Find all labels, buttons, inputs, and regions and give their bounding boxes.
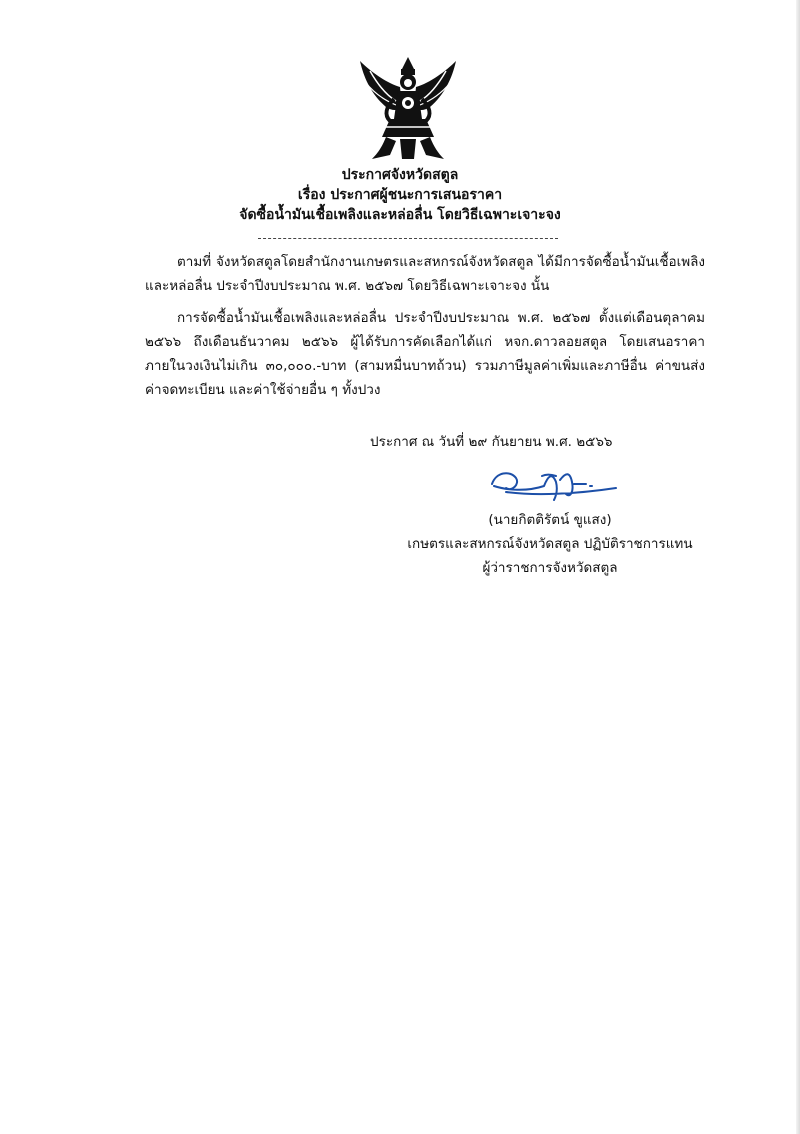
- announcement-title: ประกาศจังหวัดสตูล: [341, 167, 459, 183]
- signer-position: เกษตรและสหกรณ์จังหวัดสตูล ปฏิบัติราชการแทน: [407, 536, 693, 552]
- garuda-emblem-icon: [356, 55, 460, 163]
- body-paragraph-2: การจัดซื้อน้ำมันเชื้อเพลิงและหล่อลื่น ประจำปีงบประมาณ พ.ศ. ๒๕๖๗ ตั้งแต่เดือนตุลาคม ๒๕๖๖ ถึงเดือนธันวาคม ๒๕๖๖ ผู้ได้รับการคัดเลือกได้แก่ หจก.ดาวลอยสตูล โดยเสนอราคา ภายในวงเงินไม่เกิน ๓๐,๐๐๐.-บาท (สามหมื่นบาทถ้วน) รวมภาษีมูลค่าเพิ่มและภาษีอื่น ค่าขนส่ง ค่าจดทะเบียน และค่าใช้จ่ายอื่น ๆ ทั้งปวง: [145, 310, 705, 398]
- title-divider: [258, 238, 558, 239]
- handwritten-signature: [486, 462, 621, 506]
- page-edge-shadow: [796, 0, 800, 1134]
- body-paragraph-1: ตามที่ จังหวัดสตูลโดยสำนักงานเกษตรและสหกรณ์จังหวัดสตูล ได้มีการจัดซื้อน้ำมันเชื้อเพลิงและหล่อลื่น ประจำปีงบประมาณ พ.ศ. ๒๕๖๗ โดยวิธีเฉพาะเจาะจง นั้น: [145, 254, 705, 294]
- signer-on-behalf-of: ผู้ว่าราชการจังหวัดสตูล: [482, 560, 618, 576]
- announcement-subject: เรื่อง ประกาศผู้ชนะการเสนอราคา: [297, 187, 503, 203]
- signer-name: (นายกิตติรัตน์ ขูแสง): [488, 512, 612, 528]
- procurement-description: จัดซื้อน้ำมันเชื้อเพลิงและหล่อลื่น โดยวิธีเฉพาะเจาะจง: [239, 207, 561, 223]
- announcement-date: ประกาศ ณ วันที่ ๒๙ กันยายน พ.ศ. ๒๕๖๖: [370, 434, 613, 450]
